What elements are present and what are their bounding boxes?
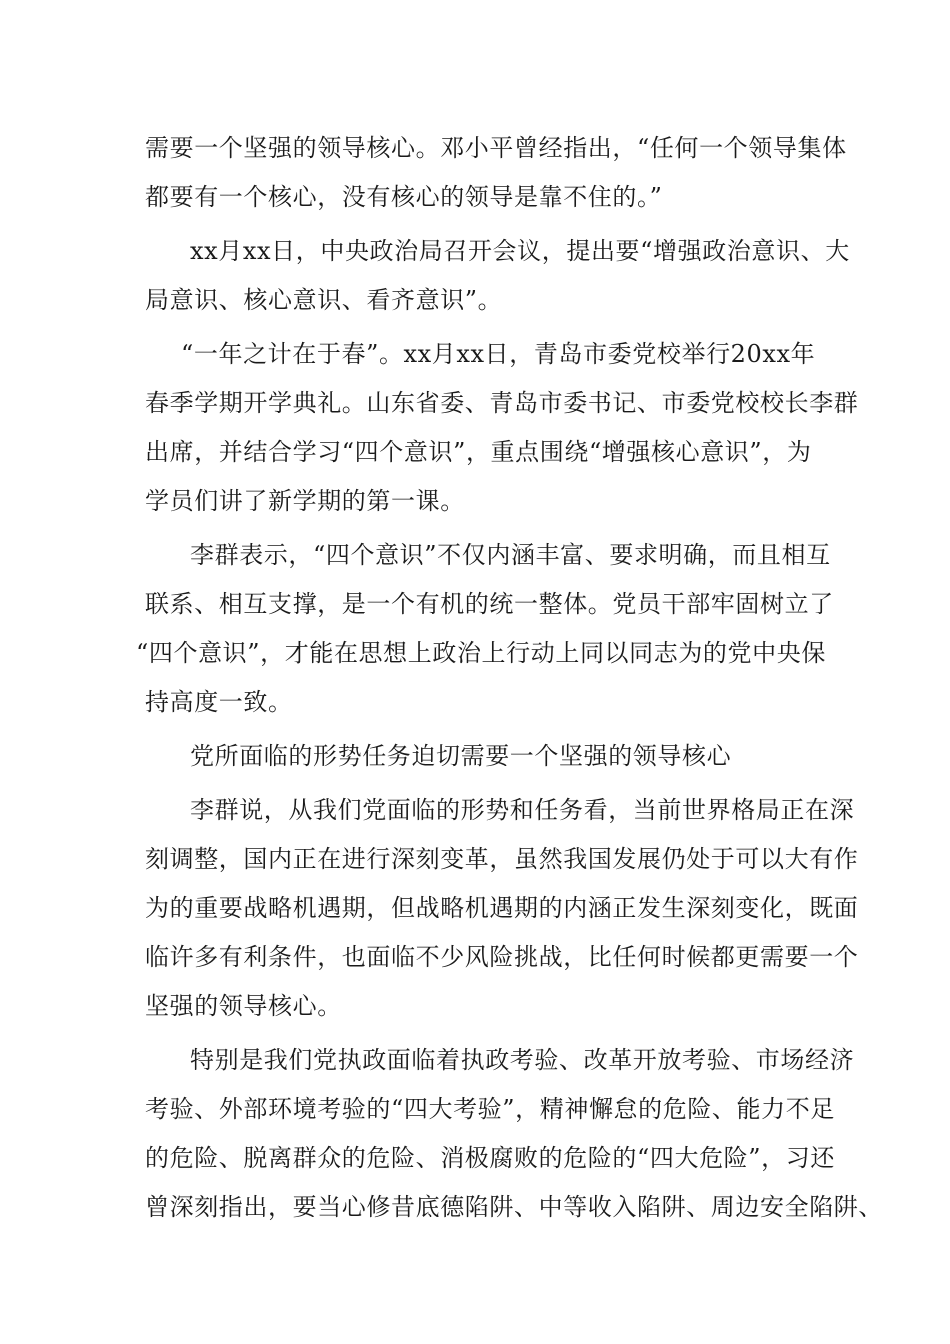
text-line: 李群说，从我们党面临的形势和任务看，当前世界格局正在深 [190, 796, 855, 824]
text-line: 曾深刻指出，要当心修昔底德陷阱、中等收入陷阱、周边安全陷阱、 [145, 1193, 883, 1221]
text-line: 需要一个坚强的领导核心。邓小平曾经指出，“任何一个领导集体 [145, 134, 847, 162]
text-line: 局意识、核心意识、看齐意识”。 [145, 286, 503, 314]
text-line: “一年之计在于春”。xx月xx日，青岛市委党校举行20xx年 [181, 340, 816, 368]
text-line: 为的重要战略机遇期，但战略机遇期的内涵正发生深刻变化，既面 [145, 894, 859, 922]
text-line: 的危险、脱离群众的危险、消极腐败的危险的“四大危险”，习还 [145, 1144, 835, 1172]
text-line: 考验、外部环境考验的“四大考验”，精神懈怠的危险、能力不足 [145, 1095, 835, 1123]
text-line: 春季学期开学典礼。山东省委、青岛市委书记、市委党校校长李群 [145, 389, 859, 417]
text-line: 出席，并结合学习“四个意识”，重点围绕“增强核心意识”，为 [145, 438, 812, 466]
text-line: 坚强的领导核心。 [145, 992, 342, 1020]
text-line: xx月xx日，中央政治局召开会议，提出要“增强政治意识、大 [190, 237, 850, 265]
text-line: 临许多有利条件，也面临不少风险挑战，比任何时候都更需要一个 [145, 943, 859, 971]
text-line: 学员们讲了新学期的第一课。 [145, 487, 465, 515]
text-line: 持高度一致。 [145, 688, 293, 716]
text-line: “四个意识”，才能在思想上政治上行动上同以同志为的党中央保 [136, 639, 826, 667]
text-line: 刻调整，国内正在进行深刻变革，虽然我国发展仍处于可以大有作 [145, 845, 859, 873]
section-heading: 党所面临的形势任务迫切需要一个坚强的领导核心 [190, 742, 732, 770]
text-line: 特别是我们党执政面临着执政考验、改革开放考验、市场经济 [190, 1046, 855, 1074]
text-line: 联系、相互支撑，是一个有机的统一整体。党员干部牢固树立了 [145, 590, 834, 618]
text-line: 李群表示，“四个意识”不仅内涵丰富、要求明确，而且相互 [190, 541, 831, 569]
text-line: 都要有一个核心，没有核心的领导是靠不住的。” [145, 183, 663, 211]
